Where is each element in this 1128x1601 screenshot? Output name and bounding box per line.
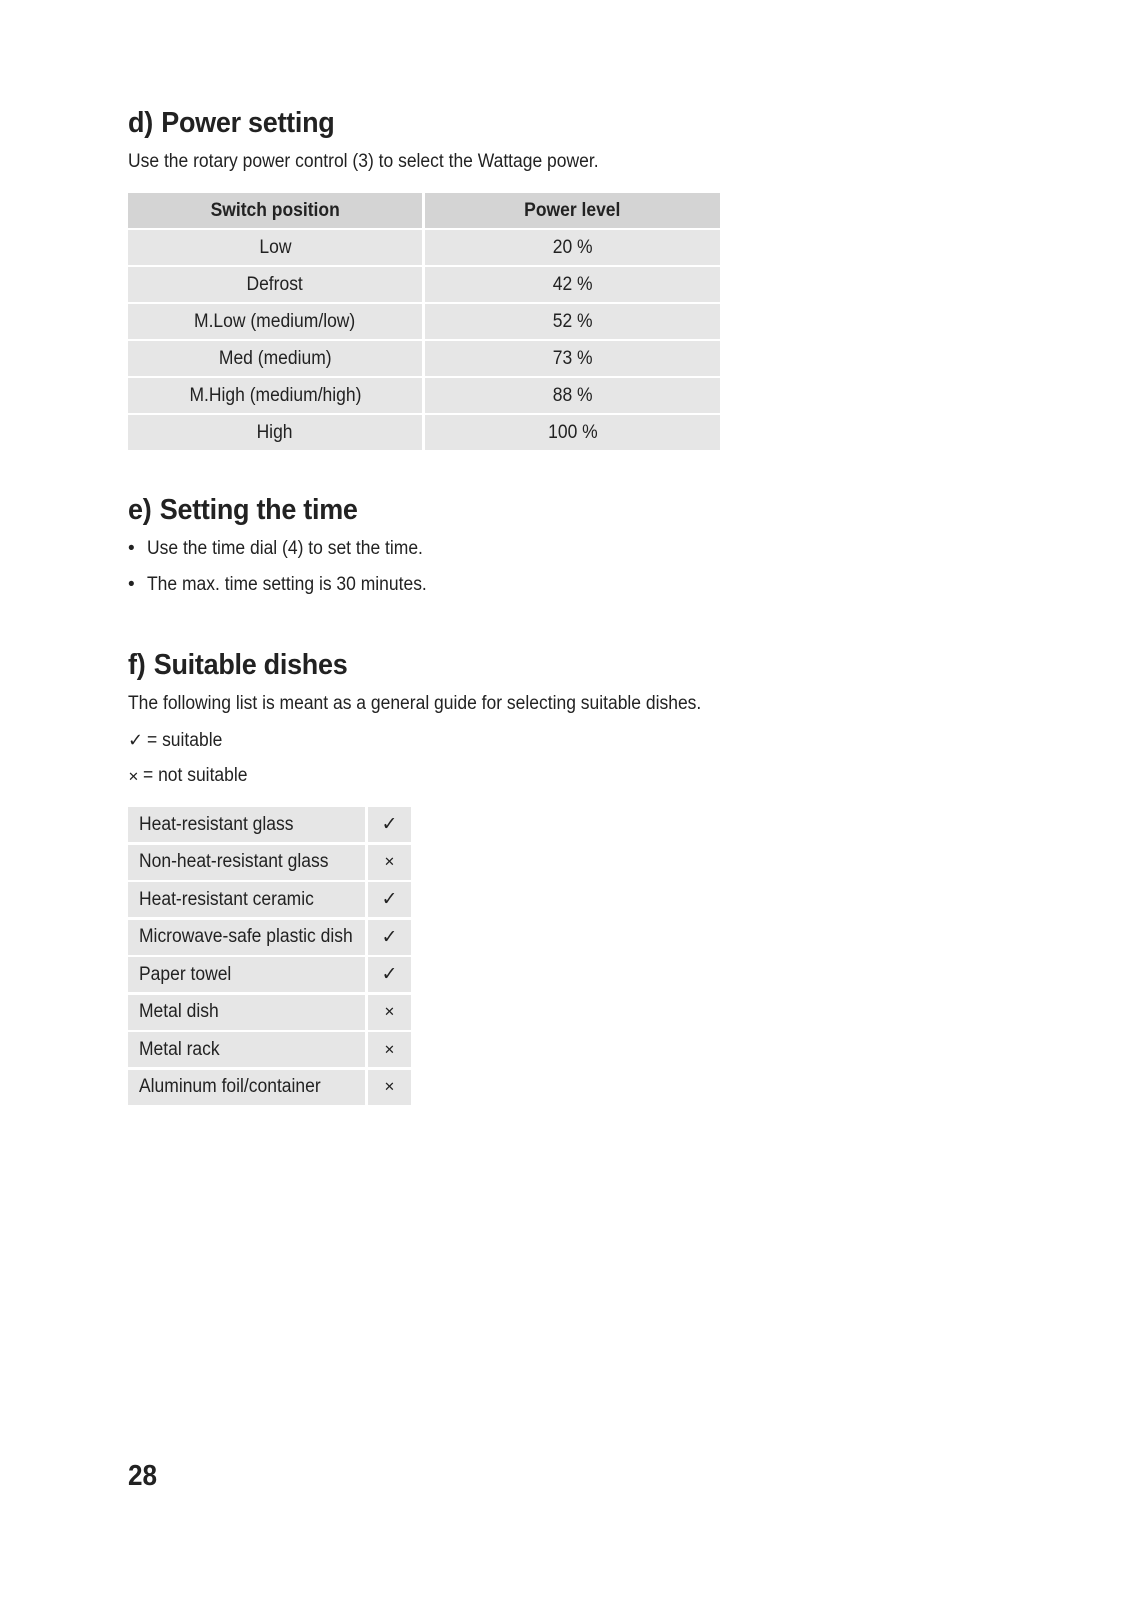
dish-mark-cell — [368, 995, 411, 1030]
power-level-table — [128, 193, 720, 452]
section-f-heading — [128, 648, 347, 682]
power-table-header-cell: Switch position — [128, 193, 422, 228]
legend-not-suitable-text: = not suitable — [142, 765, 248, 786]
section-e-title: Setting the time — [159, 494, 358, 526]
power-level-cell: 73 % — [425, 341, 720, 376]
power-level-cell: 100 % — [425, 415, 720, 450]
power-table-row — [128, 378, 720, 413]
dish-row — [128, 1032, 412, 1067]
dish-row — [128, 845, 412, 880]
dish-row — [128, 995, 412, 1030]
switch-position-cell: High — [128, 415, 422, 450]
section-f-title: Suitable dishes — [153, 649, 348, 681]
dish-name-cell: Non-heat-resistant glass — [128, 845, 365, 880]
check-icon: ✓ — [381, 926, 398, 948]
cross-icon: ✕ — [384, 1004, 395, 1019]
section-d-heading — [128, 106, 334, 140]
legend-not-suitable — [128, 764, 256, 789]
dish-mark-cell — [368, 845, 411, 880]
bullet-icon: • — [128, 538, 135, 559]
dish-name-cell: Paper towel — [128, 957, 365, 992]
power-level-cell: 88 % — [425, 378, 720, 413]
power-table-row — [128, 415, 720, 450]
dish-name-cell: Aluminum foil/container — [128, 1070, 365, 1105]
bullet-text: Use the time dial (4) to set the time. — [147, 538, 423, 559]
power-table-header-row — [128, 193, 720, 228]
cross-icon: ✕ — [384, 854, 395, 869]
dish-row — [128, 1070, 412, 1105]
dish-mark-cell — [368, 920, 411, 955]
bullet-item — [128, 573, 451, 597]
check-icon: ✓ — [128, 730, 144, 750]
dish-name-cell: Metal rack — [128, 1032, 365, 1067]
power-table-row — [128, 304, 720, 339]
check-icon: ✓ — [381, 814, 398, 835]
section-f-intro: The following list is meant as a general guide for selecting suitable dishes. — [128, 693, 702, 714]
switch-position-cell: Low — [128, 230, 422, 265]
dish-mark-cell — [368, 807, 411, 842]
bullet-text: The max. time setting is 30 minutes. — [147, 574, 427, 595]
dish-mark-cell — [368, 882, 411, 917]
power-table-row — [128, 341, 720, 376]
section-f-number: f) — [128, 649, 146, 681]
cross-icon: ✕ — [384, 1079, 395, 1094]
cross-icon: ✕ — [384, 1041, 395, 1057]
dish-name-cell: Heat-resistant ceramic — [128, 882, 365, 917]
switch-position-cell: Med (medium) — [128, 341, 422, 376]
switch-position-cell: M.High (medium/high) — [128, 378, 422, 413]
bullet-icon: • — [128, 574, 135, 595]
dish-name-cell: Microwave-safe plastic dish — [128, 920, 365, 955]
switch-position-cell: Defrost — [128, 267, 422, 302]
section-e-number: e) — [128, 494, 152, 526]
dish-row — [128, 882, 412, 917]
power-table-row — [128, 267, 720, 302]
switch-position-cell: M.Low (medium/low) — [128, 304, 422, 339]
power-table-header-cell: Power level — [425, 193, 720, 228]
page-number: 28 — [128, 1460, 158, 1492]
check-icon: ✓ — [381, 889, 398, 910]
dishes-table — [128, 807, 412, 1107]
dish-row — [128, 807, 412, 842]
dish-mark-cell — [368, 1070, 411, 1105]
legend-suitable-text: = suitable — [147, 730, 223, 751]
cross-icon: ✕ — [128, 769, 139, 784]
power-level-cell: 52 % — [425, 304, 720, 339]
section-d-intro: Use the rotary power control (3) to select the Wattage power. — [128, 151, 599, 172]
dish-mark-cell — [368, 1032, 411, 1067]
dish-row — [128, 957, 412, 992]
check-icon: ✓ — [381, 964, 398, 985]
dish-mark-cell — [368, 957, 411, 992]
section-e-heading — [128, 493, 358, 527]
dish-name-cell: Metal dish — [128, 995, 365, 1030]
power-level-cell: 42 % — [425, 267, 720, 302]
bullet-item — [128, 537, 447, 561]
section-d-number: d) — [128, 107, 153, 139]
power-level-cell: 20 % — [425, 230, 720, 265]
dish-name-cell: Heat-resistant glass — [128, 807, 365, 842]
legend-suitable — [128, 728, 229, 753]
dish-row — [128, 920, 412, 955]
power-table-row — [128, 230, 720, 265]
section-d-title: Power setting — [161, 107, 335, 139]
